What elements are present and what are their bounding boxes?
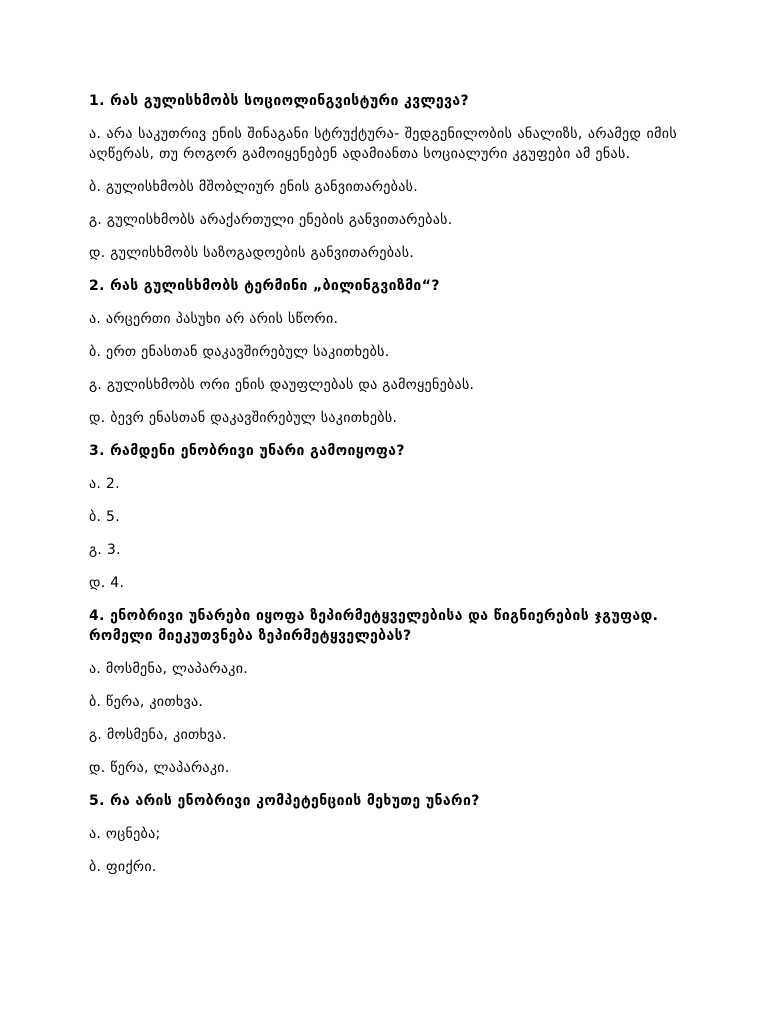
question-5-text: 5. რა არის ენობრივი კომპეტენციის მეხუთე უნარი?	[89, 793, 480, 809]
question-2-answer-d: დ. ბევრ ენასთან დაკავშირებულ საკითხებს.	[89, 410, 398, 426]
question-3-answer-b: ბ. 5.	[89, 509, 121, 525]
question-5-answer-a: ა. ოცნება;	[89, 826, 161, 842]
question-2-answer-b: ბ. ერთ ენასთან დაკავშირებულ საკითხებს.	[89, 344, 390, 360]
question-1-answer-d: დ. გულისხმობს საზოგადოების განვითარებას.	[89, 245, 415, 261]
question-2-text: 2. რას გულისხმობს ტერმინი „ბილინგვიზმი“?	[89, 278, 440, 294]
question-2-answer-a: ა. არცერთი პასუხი არ არის სწორი.	[89, 311, 339, 327]
question-5-answer-b: ბ. ფიქრი.	[89, 859, 157, 875]
question-1-answer-a: ა. არა საკუთრივ ენის შინაგანი სტრუქტურა- შედგენილობის ანალიზს, არამედ იმის აღწერას, თუ როგორ გამოიყენებენ ადამიანთა სოციალური კგუფები ამ ენას.	[89, 126, 677, 162]
question-1-answer-b: ბ. გულისხმობს მშობლიურ ენის განვითარებას.	[89, 179, 418, 195]
question-4-text: 4. ენობრივი უნარები იყოფა ზეპირმეტყველებისა და წიგნიერების ჯგუფად. რომელი მიეკუთვნება ზეპირმეტყველებას?	[89, 608, 659, 644]
question-4-answer-b: ბ. წერა, კითხვა.	[89, 694, 204, 710]
question-1-text: 1. რას გულისხმობს სოციოლინგვისტური კვლევა?	[89, 93, 470, 109]
question-3-answer-a: ა. 2.	[89, 476, 120, 492]
document-page	[89, 91, 677, 890]
question-4-answer-d: დ. წერა, ლაპარაკი.	[89, 760, 230, 776]
question-4-answer-c: გ. მოსმენა, კითხვა.	[89, 727, 227, 743]
question-4-answer-a: ა. მოსმენა, ლაპარაკი.	[89, 661, 249, 677]
question-3-answer-d: დ. 4.	[89, 575, 125, 591]
question-3-text: 3. რამდენი ენობრივი უნარი გამოიყოფა?	[89, 443, 405, 459]
question-3-answer-c: გ. 3.	[89, 542, 121, 558]
question-2-answer-c: გ. გულისხმობს ორი ენის დაუფლებას და გამოყენებას.	[89, 377, 475, 393]
question-1-answer-c: გ. გულისხმობს არაქართული ენების განვითარებას.	[89, 212, 453, 228]
